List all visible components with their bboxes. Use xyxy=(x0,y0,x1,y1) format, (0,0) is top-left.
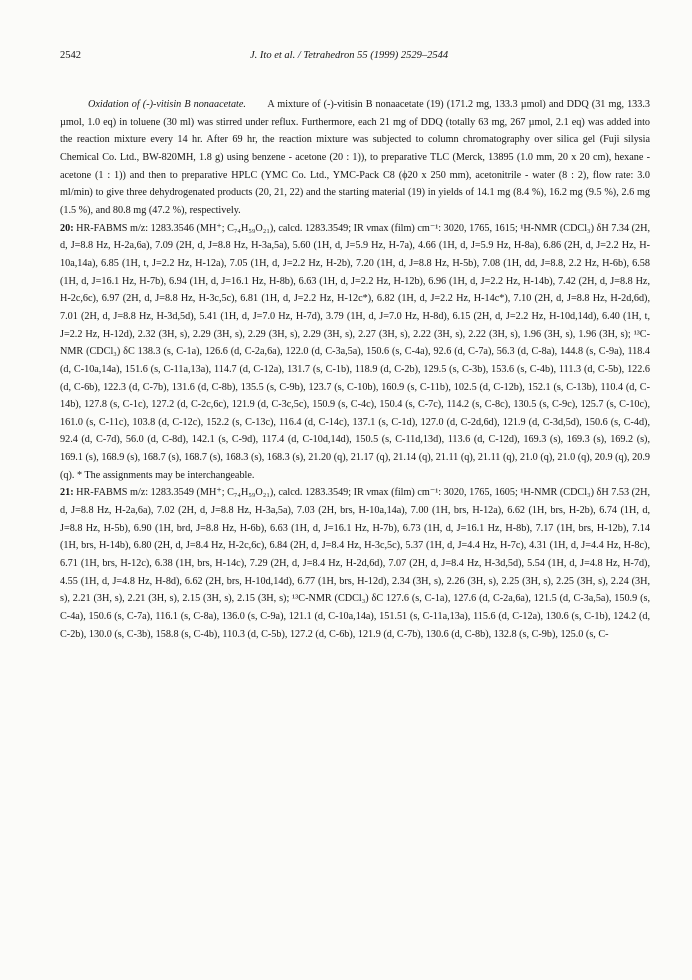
oxidation-paragraph xyxy=(60,96,650,220)
page-number: 2542 xyxy=(60,50,81,61)
compound-20-label: 20: xyxy=(60,222,74,234)
compound-21-data xyxy=(60,484,650,643)
compound-21-label: 21: xyxy=(60,487,74,499)
running-header xyxy=(60,50,650,66)
compound-20-data xyxy=(60,220,650,485)
journal-citation: J. Ito et al. / Tetrahedron 55 (1999) 2529–2544 xyxy=(250,50,449,61)
experimental-text xyxy=(60,96,650,643)
procedure-text: A mixture of (-)-vitisin B nonaacetate (19) (171.2 mg, 133.3 µmol) and DDQ (31 mg, 133.3 µmol, 1.0 eq) in toluene (30 ml) was stirred under reflux. Furthermore, each 21 mg of DDQ (totally 63 mg, 267 µmol, 2.1 eq) was added into the reaction mixture every 14 hr. After 69 hr, the reaction mixture was subjected to column chromatography over silica gel (Fuji silysia Chemical Co. Ltd., BW-820MH, 1.8 g) using benzene - acetone (20 : 1)), to preparative TLC (Merck, 13895 (1.0 mm, 20 x 20 cm), hexane - acetone (1 : 1)) and then to preparative HPLC (YMC Co. Ltd., YMC-Pack C8 (ϕ20 x 250 mm), acetonitrile - water (8 : 2), flow rate: 3.0 ml/min) to give three dehydrogenated products (20, 21, 22) and the starting material (19) in yields of 14.1 mg (8.4 %), 16.2 mg (9.5 %), 2.6 mg (1.5 %), and 80.8 mg (47.2 %), respectively. xyxy=(60,99,650,216)
compound-20-spectra: HR-FABMS m/z: 1283.3546 (MH⁺; C₇₄H₅₉O₂₁), calcd. 1283.3549; IR νmax (film) cm⁻¹: 3020, 1765, 1615; ¹H-NMR (CDCl₃) δH 7.34 (2H, d, J=8.8 Hz, H-2a,6a), 7.09 (2H, d, J=8.8 Hz, H-3a,5a), 5.60 (1H, d, J=5.9 Hz, H-7a), 4.66 (1H, d, J=5.9 Hz, H-8a), 6.86 (2H, d, J=2.2 Hz, H-10a,14a), 6.85 (1H, t, J=2.2 Hz, H-12a), 7.05 (1H, d, J=2.2 Hz, H-2b), 7.20 (1H, d, J=8.8 Hz, H-5b), 7.08 (1H, dd, J=8.8, 2.2 Hz, H-6b), 6.58 (1H, d, J=16.1 Hz, H-7b), 6.94 (1H, d, J=16.1 Hz, H-8b), 6.63 (1H, d, J=2.2 Hz, H-12b), 6.96 (1H, d, J=2.2 Hz, H-14b), 7.42 (2H, d, J=8.8 Hz, H-2c,6c), 6.97 (2H, d, J=8.8 Hz, H-3c,5c), 6.81 (1H, d, J=2.2 Hz, H-12c*), 6.82 (1H, d, J=2.2 Hz, H-14c*), 7.10 (2H, d, J=8.8 Hz, H-2d,6d), 7.01 (2H, d, J=8.8 Hz, H-3d,5d), 5.41 (1H, d, J=7.0 Hz, H-7d), 3.79 (1H, d, J=7.0 Hz, H-8d), 6.15 (2H, d, J=2.2 Hz, H-10d,14d), 6.40 (1H, t, J=2.2 Hz, H-12d), 2.32 (3H, s), 2.29 (3H, s), 2.29 (3H, s), 2.29 (3H, s), 2.27 (3H, s), 2.22 (3H, s), 2.22 (3H, s), 1.96 (3H, s), 1.96 (3H, s); ¹³C-NMR (CDCl₃) δC 138.3 (s, C-1a), 126.6 (d, C-2a,6a), 122.0 (d, C-3a,5a), 150.6 (s, C-4a), 92.6 (d, C-7a), 56.3 (d, C-8a), 144.8 (s, C-9a), 118.4 (d, C-10a,14a), 151.6 (s, C-11a,13a), 114.7 (d, C-12a), 131.7 (s, C-1b), 118.9 (d, C-2b), 129.5 (s, C-3b), 153.6 (s, C-4b), 111.3 (d, C-5b), 122.6 (d, C-6b), 122.3 (d, C-7b), 131.6 (d, C-8b), 135.5 (s, C-9b), 123.7 (s, C-10b), 160.9 (s, C-11b), 102.5 (d, C-12b), 152.1 (s, C-13b), 110.4 (d, C-14b), 127.8 (s, C-1c), 127.2 (d, C-2c,6c), 121.9 (d, C-3c,5c), 150.9 (s, C-4c), 150.4 (s, C-7c), 114.2 (s, C-8c), 130.5 (s, C-9c), 125.7 (s, C-10c), 161.0 (s, C-11c), 103.8 (d, C-12c), 152.2 (s, C-13c), 116.4 (d, C-14c), 137.1 (s, C-1d), 127.0 (d, C-2d,6d), 121.9 (d, C-3d,5d), 150.6 (s, C-4d), 92.4 (d, C-7d), 56.0 (d, C-8d), 142.1 (s, C-9d), 117.4 (d, C-10d,14d), 150.5 (s, C-11d,13d), 113.6 (d, C-12d), 169.3 (s), 169.3 (s), 169.2 (s), 169.1 (s), 168.9 (s), 168.7 (s), 168.7 (s), 168.3 (s), 168.3 (s), 21.20 (q), 21.17 (q), 21.14 (q), 21.11 (q), 21.11 (q), 21.0 (q), 21.0 (q), 20.9 (q), 20.9 (q). * The assignments may be interchangeable. xyxy=(60,222,651,481)
procedure-title: Oxidation of (-)-vitisin B nonaacetate. xyxy=(88,99,246,110)
compound-21-spectra: HR-FABMS m/z: 1283.3549 (MH⁺; C₇₄H₅₉O₂₁), calcd. 1283.3549; IR νmax (film) cm⁻¹: 3020, 1765, 1605; ¹H-NMR (CDCl₃) δH 7.53 (2H, d, J=8.8 Hz, H-2a,6a), 7.02 (2H, d, J=8.8 Hz, H-3a,5a), 7.03 (2H, brs, H-10a,14a), 7.00 (1H, brs, H-12a), 6.62 (1H, brs, H-2b), 6.74 (1H, d, J=8.8 Hz, H-5b), 6.90 (1H, brd, J=8.8 Hz, H-6b), 6.63 (1H, d, J=16.1 Hz, H-7b), 6.73 (1H, d, J=16.1 Hz, H-8b), 7.17 (1H, brs, H-12b), 7.14 (1H, brs, H-14b), 6.80 (2H, d, J=8.4 Hz, H-2c,6c), 6.84 (2H, d, J=8.4 Hz, H-3c,5c), 5.37 (1H, d, J=4.4 Hz, H-7c), 4.31 (1H, d, J=4.4 Hz, H-8c), 6.71 (1H, brs, H-12c), 6.38 (1H, brs, H-14c), 7.29 (2H, d, J=8.4 Hz, H-2d,6d), 7.07 (2H, d, J=8.4 Hz, H-3d,5d), 5.54 (1H, d, J=4.8 Hz, H-7d), 4.55 (1H, d, J=4.8 Hz, H-8d), 6.62 (2H, brs, H-10d,14d), 6.77 (1H, brs, H-12d), 2.34 (3H, s), 2.26 (3H, s), 2.25 (3H, s), 2.25 (3H, s), 2.24 (3H, s), 2.21 (3H, s), 2.21 (3H, s), 2.15 (3H, s), 2.15 (3H, s); ¹³C-NMR (CDCl₃) δC 127.6 (s, C-1a), 127.6 (d, C-2a,6a), 121.5 (d, C-3a,5a), 150.9 (s, C-4a), 150.6 (s, C-7a), 116.1 (s, C-8a), 136.0 (s, C-9a), 121.1 (d, C-10a,14a), 151.51 (s, C-11a,13a), 115.6 (d, C-12a), 130.6 (s, C-1b), 124.2 (d, C-2b), 130.0 (s, C-3b), 158.8 (s, C-4b), 110.3 (d, C-5b), 127.2 (d, C-6b), 121.9 (d, C-7b), 130.6 (d, C-8b), 132.8 (s, C-9b), 125.0 (s, C- xyxy=(60,487,651,640)
